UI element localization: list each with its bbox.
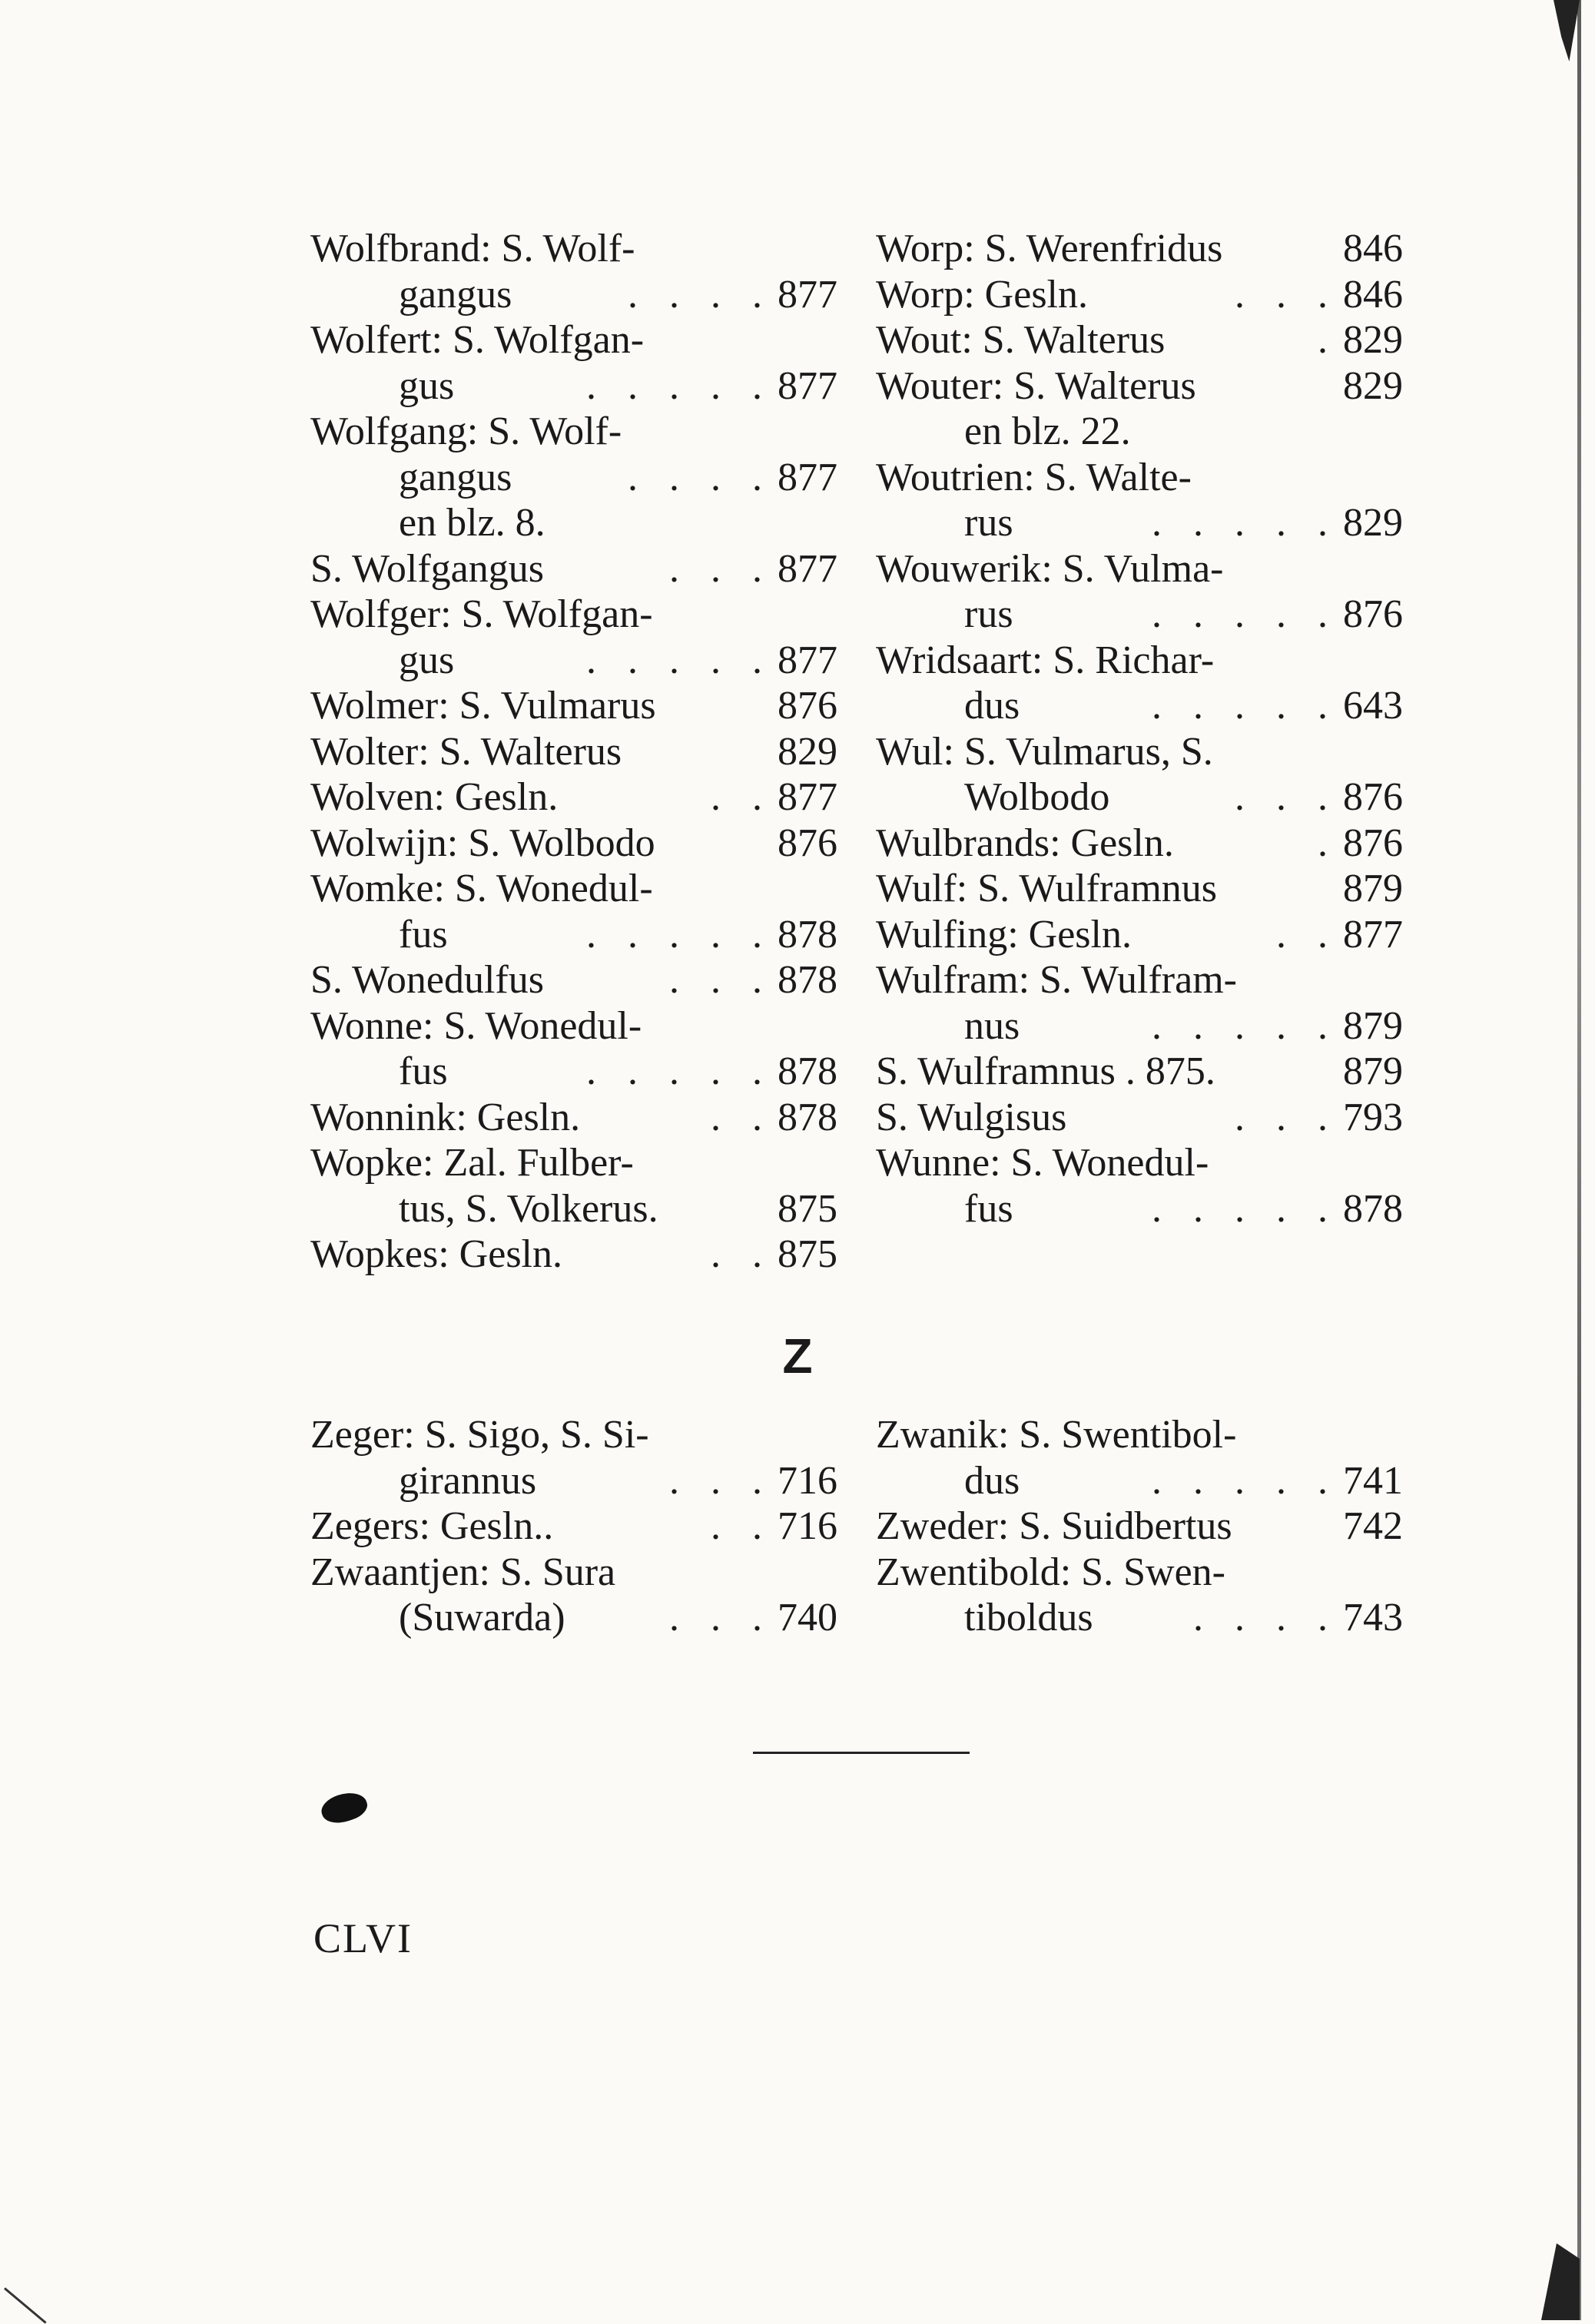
entry-text: Woutrien: S. Walte- [876,455,1192,499]
entry-text: Wolfgang: S. Wolf- [310,409,622,453]
entry-text: Wopke: Zal. Fulber- [310,1141,634,1185]
page-reference: 829 [778,729,837,774]
entry-text: Wulfram: S. Wulfram- [876,958,1237,1002]
index-entry [310,1232,837,1278]
entry-text: Wouwerik: S. Vulma- [876,546,1224,591]
leader-dots: . . . . [628,272,773,317]
index-entry [876,1412,1403,1458]
leader-dots [1192,455,1403,501]
index-entry [876,821,1403,867]
leader-dots: . [1318,318,1338,362]
page-reference: 743 [1343,1596,1403,1639]
entry-text: Zwentibold: S. Swen- [876,1550,1225,1594]
index-entry [876,1140,1403,1186]
leader-dots: . . . [1235,775,1338,819]
page-reference: 878 [778,1049,837,1093]
leader-dots [642,1003,837,1049]
leader-dots: . . . [1235,272,1338,317]
index-entry [876,729,1403,775]
leader-dots [653,592,837,638]
page-reference: 879 [1343,1003,1403,1048]
page-reference: 742 [1343,1504,1403,1548]
index-entry [310,1003,837,1049]
index-entry [876,866,1403,912]
leader-dots [1215,1049,1343,1095]
entry-text: (Suwarda) [399,1596,565,1639]
page-reference: 876 [1343,821,1403,865]
leader-dots: . . . [669,1596,773,1639]
top-corner-mark [1554,0,1580,61]
leader-dots [1223,546,1403,592]
entry-text: rus [964,592,1013,636]
page-reference: 879 [1343,867,1403,910]
index-column-w-left [310,226,837,1278]
leader-dots [653,866,837,912]
entry-text: Wolfert: S. Wolfgan- [310,318,645,362]
leader-dots: . . . [669,958,773,1002]
index-entry [310,1550,837,1596]
index-entry [310,957,837,1003]
entry-text: dus [964,684,1020,728]
index-entry [310,1503,837,1550]
page-reference: 877 [778,546,837,591]
index-entry-continuation [310,1049,837,1095]
leader-dots: . . . . [1193,1596,1338,1639]
entry-text: Zegers: Gesln.. [310,1504,554,1548]
leader-dots: . . . . . [1152,1186,1338,1231]
page-reference: 878 [1343,1186,1403,1231]
entry-text: Wulfing: Gesln. [876,912,1132,956]
index-entry [310,1412,837,1458]
page-reference: 876 [1343,592,1403,636]
index-entry [310,546,837,592]
index-column-z-left [310,1412,837,1641]
index-entry [876,317,1403,363]
leader-dots: . . . . [628,455,773,499]
index-entry [876,226,1403,272]
index-entry [310,774,837,821]
entry-text: nus [964,1003,1020,1048]
leader-dots: . [1318,821,1338,865]
index-entry [876,957,1403,1003]
index-entry-continuation [310,1595,837,1641]
index-entry-continuation [876,1003,1403,1049]
entry-text: rus [964,501,1013,545]
index-entry [876,1049,1403,1095]
entry-text: Zweder: S. Suidbertus [876,1504,1232,1548]
entry-text: tiboldus [964,1596,1093,1639]
index-entry-continuation [876,1458,1403,1504]
index-entry-continuation [876,774,1403,821]
index-entry-continuation [876,1186,1403,1232]
leader-dots: . . . . . [586,1049,773,1093]
divider-rule [753,1752,970,1754]
entry-text: Wouter: S. Walterus [876,363,1196,408]
entry-text: Wonne: S. Wonedul- [310,1003,642,1048]
leader-dots [1209,1140,1403,1186]
entry-text: tus, S. Volkerus. [399,1186,658,1231]
page-reference: 716 [778,1458,837,1503]
leader-dots [545,500,837,546]
leader-dots: . . [711,1232,773,1276]
index-entry [310,729,837,775]
leader-dots [615,1550,837,1596]
page-reference: 877 [778,455,837,499]
index-entry [310,683,837,729]
entry-text: Wolwijn: S. Wolbodo [310,821,655,865]
entry-text: Wulf: S. Wulframnus [876,867,1218,910]
entry-text: dus [964,1458,1020,1503]
page-reference: 740 [778,1596,837,1639]
entry-text: Worp: S. Werenfridus [876,227,1223,270]
index-entry-continuation [310,455,837,501]
entry-text: Zwaantjen: S. Sura [310,1550,616,1594]
index-entry-continuation [310,363,837,409]
leader-dots [658,1186,778,1232]
entry-text: fus [399,1049,448,1093]
leader-dots: . . [711,775,773,819]
page-edge-shadow [1577,0,1581,2320]
entry-text: gangus [399,272,512,317]
leader-dots: . . . . . [1152,1458,1338,1503]
entry-text: Wolven: Gesln. [310,775,559,819]
entry-text: S. Wulgisus [876,1095,1067,1139]
page-reference: 876 [1343,775,1403,819]
page-reference: 846 [1343,272,1403,317]
leader-dots [1196,363,1343,409]
bottom-corner-mark [1541,2243,1580,2320]
leader-dots [1232,1503,1343,1550]
page-reference: 793 [1343,1095,1403,1139]
entry-text: S. Wolfgangus [310,546,544,591]
ink-blot [318,1788,370,1828]
index-entry [876,638,1403,684]
entry-text: fus [964,1186,1013,1231]
leader-dots: . . . . . [1152,592,1338,636]
page-reference: 643 [1343,684,1403,728]
leader-dots: . . [711,1095,773,1139]
page-reference: 879 [1343,1049,1403,1093]
page-reference: 829 [1343,318,1403,362]
entry-text: Zeger: S. Sigo, S. Si- [310,1413,649,1457]
index-entry-continuation [310,912,837,958]
leader-dots [1131,409,1403,455]
leader-dots [622,729,778,775]
index-entry [310,409,837,455]
leader-dots: . . . . . [1152,684,1338,728]
entry-text: Wolmer: S. Vulmarus [310,684,656,728]
leader-dots: . . . [1235,1095,1338,1139]
index-entry [876,1095,1403,1141]
leader-dots [634,1140,837,1186]
leader-dots [644,317,837,363]
leader-dots [1236,1412,1403,1458]
page-reference: 846 [1343,227,1403,270]
entry-text: Wolfger: S. Wolfgan- [310,592,653,636]
index-entry [310,317,837,363]
index-entry-continuation [310,500,837,546]
entry-text: Wolter: S. Walterus [310,729,622,774]
page-reference: 877 [778,775,837,819]
page-reference: 878 [778,912,837,956]
page-reference: 829 [1343,363,1403,408]
index-entry-continuation [310,272,837,318]
page-reference: 878 [778,958,837,1002]
index-entry [876,363,1403,409]
index-entry [876,455,1403,501]
entry-text: S. Wulframnus . 875. [876,1049,1215,1093]
page-reference: 829 [1343,501,1403,545]
index-column-w-right [876,226,1403,1232]
leader-dots: . . . . . [586,912,773,956]
entry-text: S. Wonedulfus [310,958,544,1002]
index-entry-continuation [310,638,837,684]
index-entry [310,592,837,638]
entry-text: Wolbodo [964,775,1110,819]
page-reference: 716 [778,1504,837,1548]
entry-text: Zwanik: S. Swentibol- [876,1413,1237,1457]
corner-scratch [4,2287,47,2323]
entry-text: Worp: Gesln. [876,272,1088,317]
index-entry-continuation [310,1186,837,1232]
leader-dots: . . [1276,912,1338,956]
leader-dots [1217,866,1343,912]
section-letter: Z [782,1328,813,1384]
entry-text: gangus [399,455,512,499]
leader-dots: . . . . . [1152,1003,1338,1048]
page-reference: 875 [778,1186,837,1231]
page-reference: 876 [778,684,837,728]
entry-text: Womke: S. Wonedul- [310,867,653,910]
leader-dots: . . [711,1504,773,1548]
leader-dots [656,683,778,729]
page-reference: 877 [778,638,837,682]
leader-dots [1213,729,1403,775]
page-number: CLVI [313,1915,413,1961]
index-entry-continuation [876,409,1403,455]
index-entry-continuation [876,683,1403,729]
leader-dots: . . . . . [1152,501,1338,545]
leader-dots [1222,226,1343,272]
page-reference: 876 [778,821,837,865]
entry-text: Wul: S. Vulmarus, S. [876,729,1213,774]
page-reference: 877 [778,272,837,317]
entry-text: fus [399,912,448,956]
leader-dots [649,1412,837,1458]
leader-dots [1237,957,1403,1003]
index-entry [310,1095,837,1141]
entry-text: en blz. 8. [399,501,545,545]
entry-text: Wout: S. Walterus [876,318,1166,362]
page-reference: 741 [1343,1458,1403,1503]
entry-text: Wopkes: Gesln. [310,1232,562,1276]
entry-text: Wridsaart: S. Richar- [876,638,1215,682]
leader-dots: . . . [669,1458,773,1503]
index-entry [876,912,1403,958]
leader-dots [655,821,778,867]
index-entry-continuation [310,1458,837,1504]
page-reference: 877 [1343,912,1403,956]
index-column-z-right [876,1412,1403,1641]
entry-text: girannus [399,1458,537,1503]
index-entry [876,1503,1403,1550]
leader-dots [1214,638,1403,684]
index-entry [310,226,837,272]
leader-dots [622,409,837,455]
index-entry [876,272,1403,318]
entry-text: gus [399,638,455,682]
entry-text: Wunne: S. Wonedul- [876,1141,1209,1185]
index-entry-continuation [876,592,1403,638]
entry-text: Wulbrands: Gesln. [876,821,1174,865]
leader-dots [1225,1550,1403,1596]
index-entry [310,866,837,912]
leader-dots: . . . . . [586,638,773,682]
index-entry [310,821,837,867]
page-reference: 878 [778,1095,837,1139]
entry-text: gus [399,363,455,408]
index-entry [310,1140,837,1186]
entry-text: Wonnink: Gesln. [310,1095,581,1139]
leader-dots [635,226,838,272]
index-entry [876,1550,1403,1596]
entry-text: Wolfbrand: S. Wolf- [310,227,635,270]
page-reference: 875 [778,1232,837,1276]
leader-dots: . . . . . [586,363,773,408]
index-entry-continuation [876,1595,1403,1641]
index-entry [876,546,1403,592]
index-entry-continuation [876,500,1403,546]
leader-dots: . . . [669,546,773,591]
page-reference: 877 [778,363,837,408]
entry-text: en blz. 22. [964,409,1131,453]
